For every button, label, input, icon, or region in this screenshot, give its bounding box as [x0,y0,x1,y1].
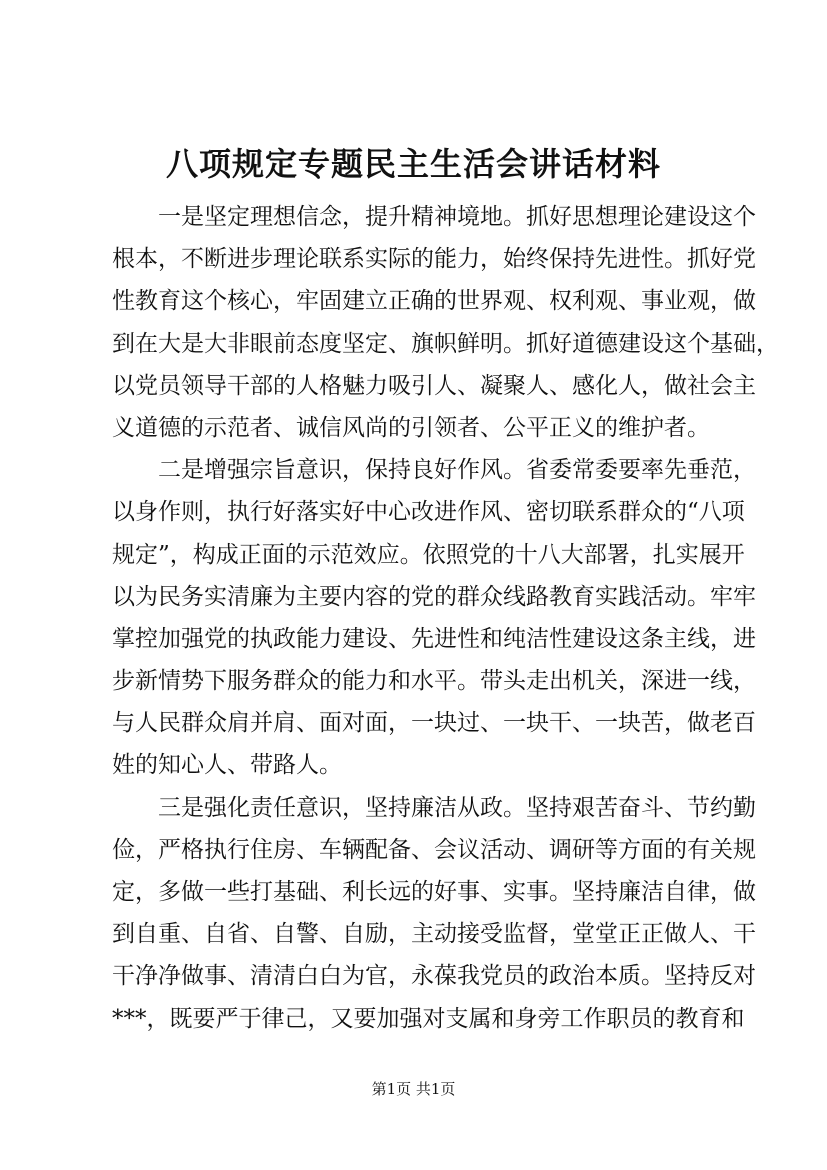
paragraph-line: 步新情势下服务群众的能力和水平。带头走出机关，深进一线， [112,668,756,695]
paragraph-2 [112,449,756,787]
paragraph-line: 根本，不断进步理论联系实际的能力，始终保持先进性。抓好党 [112,246,756,273]
paragraph-3 [112,787,756,1040]
paragraph-line: 到在大是大非眼前态度坚定、旗帜鲜明。抓好道德建设这个基础， [112,330,779,357]
paragraph-line: 定，多做一些打基础、利长远的好事、实事。坚持廉洁自律，做 [112,879,756,905]
paragraph-1 [112,196,779,449]
paragraph-line: 姓的知心人、带路人。 [112,752,342,779]
paragraph-line: 一是坚定理想信念，提升精神境地。抓好思想理论建设这个 [158,204,756,230]
paragraph-line: 规定”，构成正面的示范效应。依照党的十八大部署，扎实展开 [112,541,745,568]
paragraph-line: 以党员领导干部的人格魅力吸引人、凝聚人、感化人，做社会主 [112,372,756,399]
paragraph-line: 三是强化责任意识，坚持廉洁从政。坚持艰苦奋斗、节约勤 [158,794,756,821]
document-title: 八项规定专题民主生活会讲话材料 [165,145,661,183]
paragraph-line: 掌控加强党的执政能力建设、先进性和纯洁性建设这条主线，进 [112,625,756,652]
paragraph-line: 与人民群众肩并肩、面对面，一块过、一块干、一块苦，做老百 [112,710,756,737]
paragraph-line: 性教育这个核心，牢固建立正确的世界观、权利观、事业观，做 [112,288,756,315]
paragraph-line: 到自重、自省、自警、自励，主动接受监督，堂堂正正做人、干 [112,921,756,948]
paragraph-line: 义道德的示范者、诚信风尚的引领者、公平正义的维护者。 [112,414,710,441]
paragraph-line: 二是增强宗旨意识，保持良好作风。省委常委要率先垂范， [158,457,756,484]
page-footer: 第1页 共1页 [371,1080,456,1098]
document-body [112,196,779,1040]
paragraph-line: 俭，严格执行住房、车辆配备、会议活动、调研等方面的有关规 [112,836,756,863]
paragraph-line: 以为民务实清廉为主要内容的党的群众线路教育实践活动。牢牢 [112,583,756,610]
paragraph-line: 以身作则，执行好落实好中心改进作风、密切联系群众的“八项 [112,499,745,526]
paragraph-line: 干净净做事、清清白白为官，永葆我党员的政治本质。坚持反对 [112,963,756,990]
paragraph-line: ***，既要严于律己，又要加强对支属和身旁工作职员的教育和 [112,1005,745,1032]
